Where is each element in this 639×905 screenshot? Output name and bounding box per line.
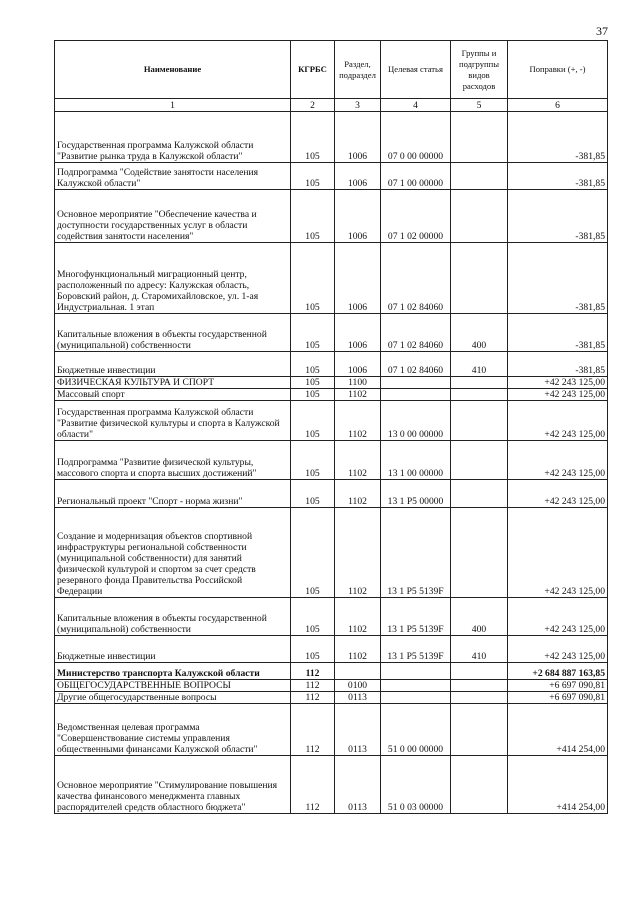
row-target: 07 1 02 84060 (381, 243, 451, 314)
row-name: Другие общегосударственные вопросы (55, 692, 291, 704)
row-group: 410 (451, 352, 508, 377)
row-kgrbs: 105 (291, 598, 335, 636)
row-kgrbs: 105 (291, 441, 335, 480)
row-name: Основное мероприятие "Стимулирование повышения качества финансового менеджмента главных распорядителей средств областного бюджета" (55, 756, 291, 814)
row-target: 07 1 02 84060 (381, 314, 451, 352)
row-section: 1006 (335, 314, 381, 352)
row-target: 13 1 Р5 00000 (381, 480, 451, 508)
row-amount: +414 254,00 (508, 756, 608, 814)
column-number: 3 (335, 99, 381, 112)
table-row (55, 692, 608, 704)
row-section: 1006 (335, 163, 381, 190)
row-name: ФИЗИЧЕСКАЯ КУЛЬТУРА И СПОРТ (55, 377, 291, 389)
row-amount: +42 243 125,00 (508, 598, 608, 636)
row-name: Капитальные вложения в объекты государственной (муниципальной) собственности (55, 598, 291, 636)
header-section: Раздел, подраздел (335, 41, 381, 99)
row-amount: +414 254,00 (508, 704, 608, 756)
row-group (451, 756, 508, 814)
column-number: 4 (381, 99, 451, 112)
table-row (55, 389, 608, 401)
column-number: 2 (291, 99, 335, 112)
row-name: Подпрограмма "Развитие физической культуры, массового спорта и спорта высших достижений" (55, 441, 291, 480)
row-target: 13 1 Р5 5139F (381, 598, 451, 636)
row-name: Подпрограмма "Содействие занятости населения Калужской области" (55, 163, 291, 190)
column-number: 6 (508, 99, 608, 112)
row-target: 13 1 Р5 5139F (381, 508, 451, 598)
row-kgrbs: 105 (291, 112, 335, 163)
table-row (55, 636, 608, 663)
row-group: 410 (451, 636, 508, 663)
row-section: 0113 (335, 704, 381, 756)
row-name: Массовый спорт (55, 389, 291, 401)
row-group (451, 508, 508, 598)
row-target (381, 663, 451, 680)
row-group (451, 389, 508, 401)
row-group (451, 112, 508, 163)
row-group (451, 243, 508, 314)
row-group (451, 401, 508, 441)
row-amount: +6 697 090,81 (508, 680, 608, 692)
table-header-row (55, 41, 608, 99)
table-row (55, 243, 608, 314)
row-group (451, 190, 508, 243)
row-amount: +42 243 125,00 (508, 480, 608, 508)
row-target (381, 389, 451, 401)
row-amount: +2 684 887 163,85 (508, 663, 608, 680)
table-row (55, 163, 608, 190)
row-target: 07 1 02 00000 (381, 190, 451, 243)
row-section: 1006 (335, 352, 381, 377)
column-number: 5 (451, 99, 508, 112)
row-name: Многофункциональный миграционный центр, расположенный по адресу: Калужская область, Боровский район, д. Старомихайловское, ул. 1-ая Индустриальная. 1 этап (55, 243, 291, 314)
row-target (381, 692, 451, 704)
row-section: 0100 (335, 680, 381, 692)
table-row (55, 401, 608, 441)
row-group (451, 441, 508, 480)
table-row (55, 352, 608, 377)
row-amount: -381,85 (508, 163, 608, 190)
row-name: Основное мероприятие "Обеспечение качества и доступности государственных услуг в области содействия занятости населения" (55, 190, 291, 243)
row-amount: -381,85 (508, 352, 608, 377)
row-amount: +42 243 125,00 (508, 377, 608, 389)
row-kgrbs: 112 (291, 704, 335, 756)
row-amount: -381,85 (508, 190, 608, 243)
table-row (55, 112, 608, 163)
header-name: Наименование (55, 41, 291, 99)
row-section: 1006 (335, 112, 381, 163)
row-target: 13 1 00 00000 (381, 441, 451, 480)
row-kgrbs: 105 (291, 508, 335, 598)
row-name: ОБЩЕГОСУДАРСТВЕННЫЕ ВОПРОСЫ (55, 680, 291, 692)
row-kgrbs: 112 (291, 663, 335, 680)
row-section: 1102 (335, 508, 381, 598)
row-amount: -381,85 (508, 243, 608, 314)
row-section: 1102 (335, 480, 381, 508)
row-target: 07 0 00 00000 (381, 112, 451, 163)
row-kgrbs: 105 (291, 163, 335, 190)
row-section: 1102 (335, 401, 381, 441)
budget-amendments-table (54, 40, 608, 814)
table-row (55, 756, 608, 814)
row-kgrbs: 112 (291, 756, 335, 814)
row-name: Создание и модернизация объектов спортивной инфраструктуры региональной собственности (муниципальной собственности) для занятий физической культурой и спортом за счет средств резервного фонда Правительства Российской Федерации (55, 508, 291, 598)
row-kgrbs: 105 (291, 352, 335, 377)
row-amount: +42 243 125,00 (508, 389, 608, 401)
row-kgrbs: 105 (291, 243, 335, 314)
header-expense-group: Группы и подгруппы видов расходов (451, 41, 508, 99)
table-row (55, 377, 608, 389)
row-kgrbs: 112 (291, 680, 335, 692)
row-kgrbs: 105 (291, 190, 335, 243)
table-row (55, 314, 608, 352)
row-amount: +42 243 125,00 (508, 636, 608, 663)
row-target: 51 0 00 00000 (381, 704, 451, 756)
row-kgrbs: 112 (291, 692, 335, 704)
row-amount: -381,85 (508, 314, 608, 352)
row-name: Капитальные вложения в объекты государственной (муниципальной) собственности (55, 314, 291, 352)
row-kgrbs: 105 (291, 401, 335, 441)
table-row (55, 480, 608, 508)
row-target: 51 0 03 00000 (381, 756, 451, 814)
page-number: 37 (596, 24, 608, 38)
row-target (381, 680, 451, 692)
row-name: Государственная программа Калужской области "Развитие рынка труда в Калужской области" (55, 112, 291, 163)
row-target (381, 377, 451, 389)
row-group: 400 (451, 598, 508, 636)
header-kgrbs: КГРБС (291, 41, 335, 99)
row-name: Ведомственная целевая программа "Совершенствование системы управления общественными финансами Калужской области" (55, 704, 291, 756)
column-number-row (55, 99, 608, 112)
row-amount: +6 697 090,81 (508, 692, 608, 704)
row-group (451, 480, 508, 508)
row-kgrbs: 105 (291, 480, 335, 508)
row-group (451, 377, 508, 389)
row-group (451, 704, 508, 756)
table-row (55, 704, 608, 756)
row-name: Бюджетные инвестиции (55, 636, 291, 663)
column-number: 1 (55, 99, 291, 112)
row-section: 1102 (335, 441, 381, 480)
row-section (335, 663, 381, 680)
table-row (55, 508, 608, 598)
table-row (55, 190, 608, 243)
row-section: 1006 (335, 190, 381, 243)
row-target: 07 1 02 84060 (381, 352, 451, 377)
header-target: Целевая статья (381, 41, 451, 99)
row-amount: +42 243 125,00 (508, 401, 608, 441)
row-section: 1102 (335, 636, 381, 663)
row-name: Бюджетные инвестиции (55, 352, 291, 377)
table-row (55, 680, 608, 692)
row-group (451, 680, 508, 692)
row-kgrbs: 105 (291, 314, 335, 352)
row-group (451, 163, 508, 190)
header-amendments: Поправки (+, -) (508, 41, 608, 99)
row-section: 1102 (335, 598, 381, 636)
row-section: 1102 (335, 389, 381, 401)
row-group (451, 663, 508, 680)
row-section: 1100 (335, 377, 381, 389)
row-section: 0113 (335, 756, 381, 814)
row-group: 400 (451, 314, 508, 352)
table-row (55, 441, 608, 480)
table-row (55, 598, 608, 636)
row-target: 13 1 Р5 5139F (381, 636, 451, 663)
row-group (451, 692, 508, 704)
table-row (55, 663, 608, 680)
row-kgrbs: 105 (291, 389, 335, 401)
row-target: 13 0 00 00000 (381, 401, 451, 441)
row-name: Государственная программа Калужской области "Развитие физической культуры и спорта в Калужской области" (55, 401, 291, 441)
row-kgrbs: 105 (291, 636, 335, 663)
row-section: 1006 (335, 243, 381, 314)
row-kgrbs: 105 (291, 377, 335, 389)
row-name: Министерство транспорта Калужской области (55, 663, 291, 680)
row-target: 07 1 00 00000 (381, 163, 451, 190)
row-amount: +42 243 125,00 (508, 441, 608, 480)
row-name: Региональный проект "Спорт - норма жизни" (55, 480, 291, 508)
row-amount: +42 243 125,00 (508, 508, 608, 598)
row-section: 0113 (335, 692, 381, 704)
row-amount: -381,85 (508, 112, 608, 163)
